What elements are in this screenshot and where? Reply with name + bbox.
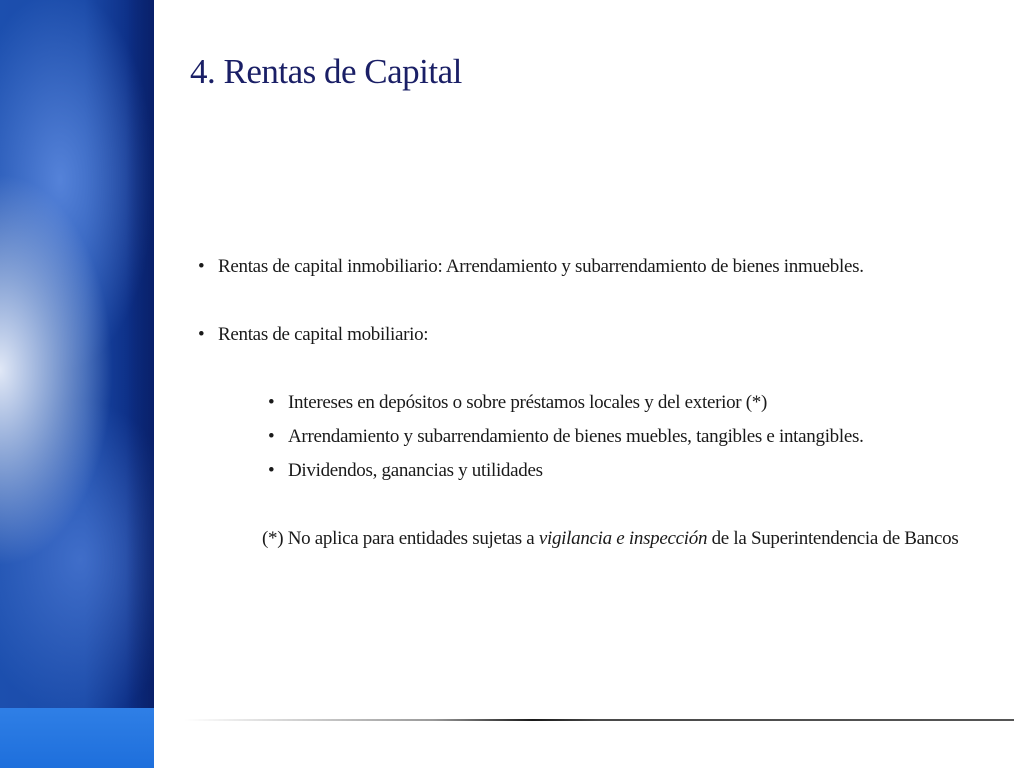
decorative-side-band <box>0 0 154 708</box>
slide-title: 4. Rentas de Capital <box>190 52 462 91</box>
sub-bullet-dividendos: • Dividendos, ganancias y utilidades <box>268 454 1008 488</box>
sub-bullet-arrendamiento-muebles: • Arrendamiento y subarrendamiento de bienes muebles, tangibles e intangibles. <box>268 420 1008 454</box>
footnote-suffix: de la Superintendencia de Bancos <box>707 528 959 549</box>
sub-bullet-list <box>268 386 1008 488</box>
bullet-capital-mobiliario: • Rentas de capital mobiliario: <box>198 318 1008 352</box>
decorative-side-band-footer <box>0 708 154 768</box>
footnote-prefix: (*) No aplica para entidades sujetas a <box>262 528 539 549</box>
footnote-emphasis: vigilancia e inspección <box>538 528 708 549</box>
footer-divider <box>184 719 1014 721</box>
footnote <box>262 522 1008 556</box>
slide-body <box>198 250 1008 575</box>
sub-bullet-intereses: • Intereses en depósitos o sobre préstamos locales y del exterior (*) <box>268 386 1008 420</box>
bullet-capital-inmobiliario: • Rentas de capital inmobiliario: Arrendamiento y subarrendamiento de bienes inmuebles. <box>198 250 1008 284</box>
